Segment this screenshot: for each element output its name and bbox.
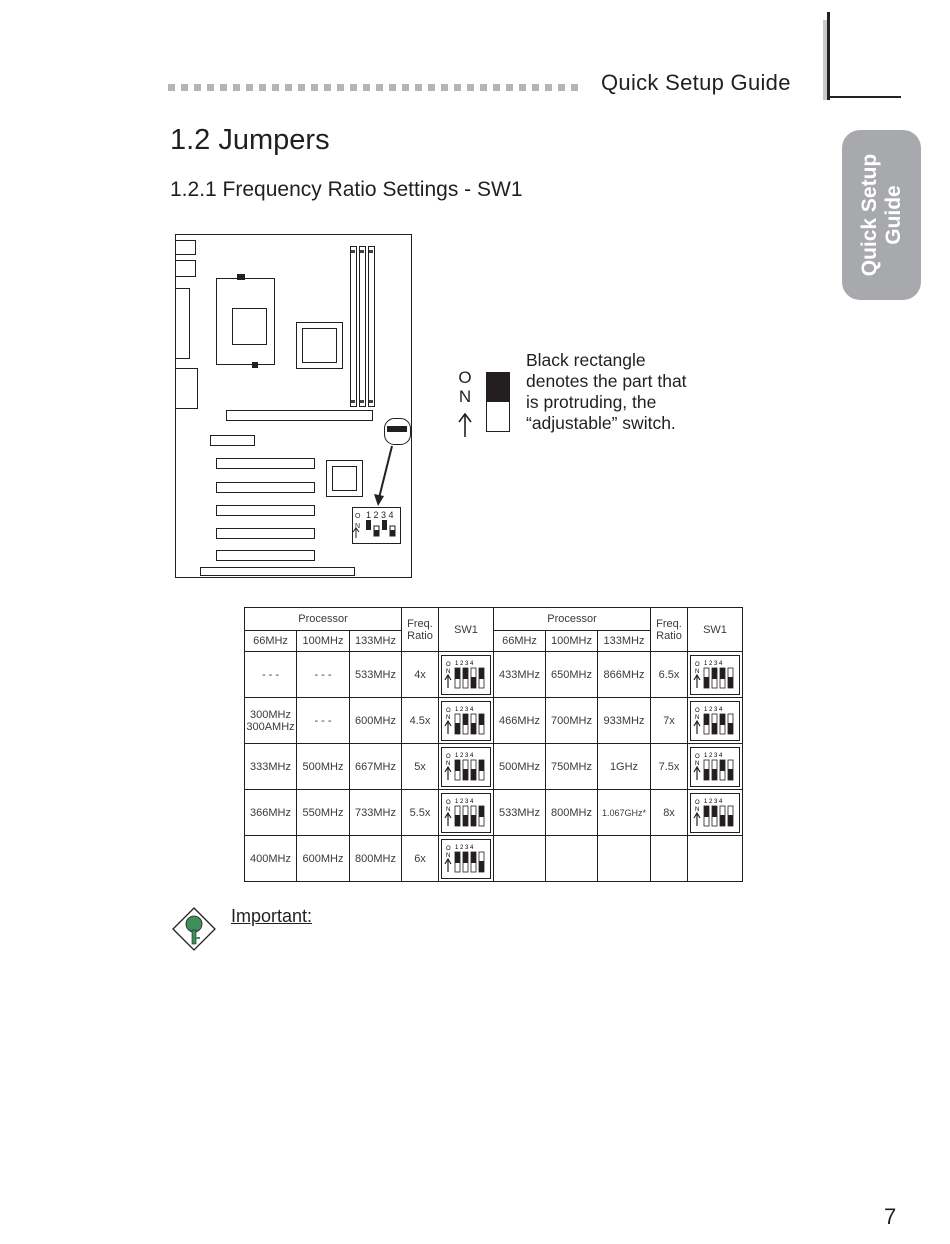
header-dot xyxy=(545,84,552,91)
table-cell-sw1 xyxy=(439,744,494,790)
header-dot xyxy=(532,84,539,91)
legend-letter-o: O xyxy=(458,368,472,387)
dip-switch-icon xyxy=(442,794,490,832)
svg-text:1 2 3 4: 1 2 3 4 xyxy=(455,798,474,805)
table-cell-ratio: 5.5x xyxy=(402,790,439,836)
legend-text: Black rectangle denotes the part that is protruding, the “adjustable” switch. xyxy=(526,350,687,433)
port-3 xyxy=(176,289,190,359)
table-row xyxy=(245,698,743,744)
svg-text:1 2 3 4: 1 2 3 4 xyxy=(704,752,723,759)
table-cell-c133: 933MHz xyxy=(598,698,651,744)
header-dot xyxy=(376,84,383,91)
header-dot xyxy=(415,84,422,91)
svg-text:O: O xyxy=(446,799,451,806)
header-dot xyxy=(389,84,396,91)
up-arrow-icon xyxy=(455,412,475,438)
table-cell-c133: 1GHz xyxy=(598,744,651,790)
dip-switch xyxy=(441,793,491,833)
header-dot xyxy=(519,84,526,91)
page-number: 7 xyxy=(884,1204,897,1229)
legend-switch-icon xyxy=(486,372,510,432)
table-cell-c100: 700MHz xyxy=(546,698,598,744)
table-cell-c133: 600MHz xyxy=(350,698,402,744)
side-tab-line2: Guide xyxy=(881,185,905,245)
table-cell-c66: 433MHz xyxy=(494,652,546,698)
table-cell-c133: 1.067GHz* xyxy=(598,790,651,836)
legend-on-label xyxy=(455,368,475,406)
cell-line: 300AMHz xyxy=(246,720,295,733)
table-cell-ratio: 6.5x xyxy=(651,652,688,698)
col-133mhz-right: 133MHz xyxy=(598,631,651,652)
dip-switch xyxy=(441,839,491,879)
port-4 xyxy=(176,369,198,409)
svg-text:N: N xyxy=(695,714,700,721)
svg-text:1 2 3 4: 1 2 3 4 xyxy=(704,798,723,805)
dip-switch xyxy=(441,701,491,741)
table-cell-sw1 xyxy=(688,652,743,698)
table-cell-ratio xyxy=(651,836,688,882)
dip-switch xyxy=(690,701,740,741)
header-dot xyxy=(480,84,487,91)
table-row xyxy=(245,836,743,882)
header-title: Quick Setup Guide xyxy=(601,70,791,95)
side-tab-line1: Quick Setup xyxy=(857,153,881,277)
header-dot xyxy=(272,84,279,91)
legend-letter-n: N xyxy=(458,387,472,406)
important-key-icon xyxy=(171,906,217,952)
svg-text:N: N xyxy=(446,806,451,813)
header-dot xyxy=(428,84,435,91)
table-cell-ratio: 5x xyxy=(402,744,439,790)
pci-slot-2 xyxy=(217,483,315,493)
header-dot xyxy=(259,84,266,91)
table-cell-c100: - - - xyxy=(297,652,350,698)
side-tab-label xyxy=(842,130,921,300)
header-dot xyxy=(298,84,305,91)
freq-ratio-header-left: Freq. Ratio xyxy=(402,608,439,652)
header-dot xyxy=(246,84,253,91)
dip-switch-icon xyxy=(442,656,490,694)
dip-switch xyxy=(441,747,491,787)
table-cell-c133: 533MHz xyxy=(350,652,402,698)
svg-text:O: O xyxy=(695,661,700,668)
svg-text:O: O xyxy=(695,753,700,760)
table-cell-sw1 xyxy=(688,698,743,744)
cell-line: 300MHz xyxy=(250,708,291,721)
processor-header-left: Processor xyxy=(245,608,402,631)
svg-text:N: N xyxy=(446,714,451,721)
section-subheading: 1.2.1 Frequency Ratio Settings - SW1 xyxy=(170,178,523,201)
svg-text:1 2 3 4: 1 2 3 4 xyxy=(455,660,474,667)
important-heading: Important: xyxy=(231,906,313,926)
header-dot xyxy=(454,84,461,91)
table-cell-sw1 xyxy=(688,836,743,882)
table-cell-c66: 533MHz xyxy=(494,790,546,836)
table-cell-c66: 400MHz xyxy=(245,836,297,882)
header-dot xyxy=(467,84,474,91)
svg-text:N: N xyxy=(695,760,700,767)
col-100mhz-left: 100MHz xyxy=(297,631,350,652)
table-cell-c133: 667MHz xyxy=(350,744,402,790)
pci-slot-3 xyxy=(217,506,315,516)
header-dot xyxy=(402,84,409,91)
svg-text:O: O xyxy=(695,799,700,806)
table-cell-sw1 xyxy=(439,652,494,698)
table-cell-ratio: 4x xyxy=(402,652,439,698)
svg-text:1 2 3 4: 1 2 3 4 xyxy=(455,844,474,851)
svg-text:O: O xyxy=(446,707,451,714)
table-row xyxy=(245,652,743,698)
table-cell-c100: 650MHz xyxy=(546,652,598,698)
side-tab xyxy=(842,130,921,300)
svg-text:O: O xyxy=(355,513,361,520)
header-dot xyxy=(311,84,318,91)
svg-text:O: O xyxy=(446,661,451,668)
table-cell-sw1 xyxy=(688,790,743,836)
sw1-header-right: SW1 xyxy=(688,608,743,652)
section-heading: 1.2 Jumpers xyxy=(170,124,330,156)
frequency-ratio-table xyxy=(244,607,743,882)
dimm-slot-1 xyxy=(351,247,357,407)
table-cell-c133: 800MHz xyxy=(350,836,402,882)
header-dot xyxy=(168,84,175,91)
svg-text:O: O xyxy=(695,707,700,714)
table-cell-ratio: 7.5x xyxy=(651,744,688,790)
table-cell-c66: 366MHz xyxy=(245,790,297,836)
table-cell-c66: 466MHz xyxy=(494,698,546,744)
chipset xyxy=(297,323,343,369)
table-cell-c100: 600MHz xyxy=(297,836,350,882)
col-66mhz-left: 66MHz xyxy=(245,631,297,652)
table-cell-ratio: 7x xyxy=(651,698,688,744)
table-cell-c100: 500MHz xyxy=(297,744,350,790)
header-dot xyxy=(194,84,201,91)
table-cell-ratio: 8x xyxy=(651,790,688,836)
dip-switch-icon xyxy=(442,702,490,740)
svg-text:1 2 3 4: 1 2 3 4 xyxy=(704,660,723,667)
isa-slot xyxy=(201,568,355,576)
table-cell-c133: 866MHz xyxy=(598,652,651,698)
header-dot-rule xyxy=(168,84,588,93)
table-row xyxy=(245,790,743,836)
header-dot xyxy=(181,84,188,91)
sw1-header-left: SW1 xyxy=(439,608,494,652)
pci-slot-1 xyxy=(217,459,315,469)
header-dot xyxy=(506,84,513,91)
svg-text:O: O xyxy=(446,753,451,760)
dip-switch xyxy=(690,793,740,833)
header-dot xyxy=(571,84,578,91)
dimm-slot-2 xyxy=(360,247,366,407)
header-dot xyxy=(207,84,214,91)
dimm-slot-3 xyxy=(369,247,375,407)
svg-text:N: N xyxy=(446,852,451,859)
header-dot xyxy=(350,84,357,91)
header-dot xyxy=(558,84,565,91)
dip-switch-icon xyxy=(442,840,490,878)
svg-text:O: O xyxy=(446,845,451,852)
table-row xyxy=(245,744,743,790)
agp-slot xyxy=(227,411,373,421)
table-cell-c66: - - - xyxy=(245,652,297,698)
port-2 xyxy=(176,261,196,277)
table-cell-sw1 xyxy=(688,744,743,790)
svg-text:1 2 3 4: 1 2 3 4 xyxy=(366,510,394,520)
dip-switch-icon xyxy=(691,794,739,832)
pci-slot-4 xyxy=(217,529,315,539)
header-dot xyxy=(285,84,292,91)
svg-text:1 2 3 4: 1 2 3 4 xyxy=(455,706,474,713)
svg-text:N: N xyxy=(695,668,700,675)
table-cell-c66: 333MHz xyxy=(245,744,297,790)
svg-text:1 2 3 4: 1 2 3 4 xyxy=(455,752,474,759)
dip-switch-icon xyxy=(442,748,490,786)
svg-text:1 2 3 4: 1 2 3 4 xyxy=(704,706,723,713)
header-dot xyxy=(324,84,331,91)
corner-mark-vertical xyxy=(827,12,830,100)
processor-header-right: Processor xyxy=(494,608,651,631)
table-cell-c133 xyxy=(598,836,651,882)
table-cell-sw1 xyxy=(439,790,494,836)
table-cell-c100: - - - xyxy=(297,698,350,744)
south-bridge xyxy=(327,461,363,497)
dip-switch xyxy=(690,747,740,787)
pci-slot-5 xyxy=(217,551,315,561)
header-dot xyxy=(220,84,227,91)
freq-ratio-header-right: Freq. Ratio xyxy=(651,608,688,652)
header-dot xyxy=(363,84,370,91)
table-cell-c100: 750MHz xyxy=(546,744,598,790)
dip-switch xyxy=(441,655,491,695)
table-cell-ratio: 6x xyxy=(402,836,439,882)
svg-text:N: N xyxy=(355,523,361,530)
dip-switch xyxy=(690,655,740,695)
corner-mark-horizontal xyxy=(827,96,901,98)
table-cell-ratio: 4.5x xyxy=(402,698,439,744)
svg-text:N: N xyxy=(446,760,451,767)
table-cell-c66 xyxy=(245,698,297,744)
cpu-core xyxy=(233,309,267,345)
header-dot xyxy=(441,84,448,91)
svg-text:N: N xyxy=(446,668,451,675)
table-cell-c100: 800MHz xyxy=(546,790,598,836)
table-cell-c66 xyxy=(494,836,546,882)
table-cell-c100: 550MHz xyxy=(297,790,350,836)
header-dot xyxy=(493,84,500,91)
col-100mhz-right: 100MHz xyxy=(546,631,598,652)
amr-slot xyxy=(211,436,255,446)
table-cell-sw1 xyxy=(439,836,494,882)
dip-switch-icon xyxy=(691,702,739,740)
table-cell-sw1 xyxy=(439,698,494,744)
col-66mhz-right: 66MHz xyxy=(494,631,546,652)
col-133mhz-left: 133MHz xyxy=(350,631,402,652)
cpu-socket xyxy=(217,279,275,365)
header-dot xyxy=(233,84,240,91)
table-cell-c66: 500MHz xyxy=(494,744,546,790)
port-1 xyxy=(176,241,196,255)
dip-switch-icon xyxy=(691,656,739,694)
table-cell-c133: 733MHz xyxy=(350,790,402,836)
svg-text:N: N xyxy=(695,806,700,813)
motherboard-diagram xyxy=(170,230,415,582)
header-dot xyxy=(337,84,344,91)
table-cell-c100 xyxy=(546,836,598,882)
dip-switch-icon xyxy=(691,748,739,786)
